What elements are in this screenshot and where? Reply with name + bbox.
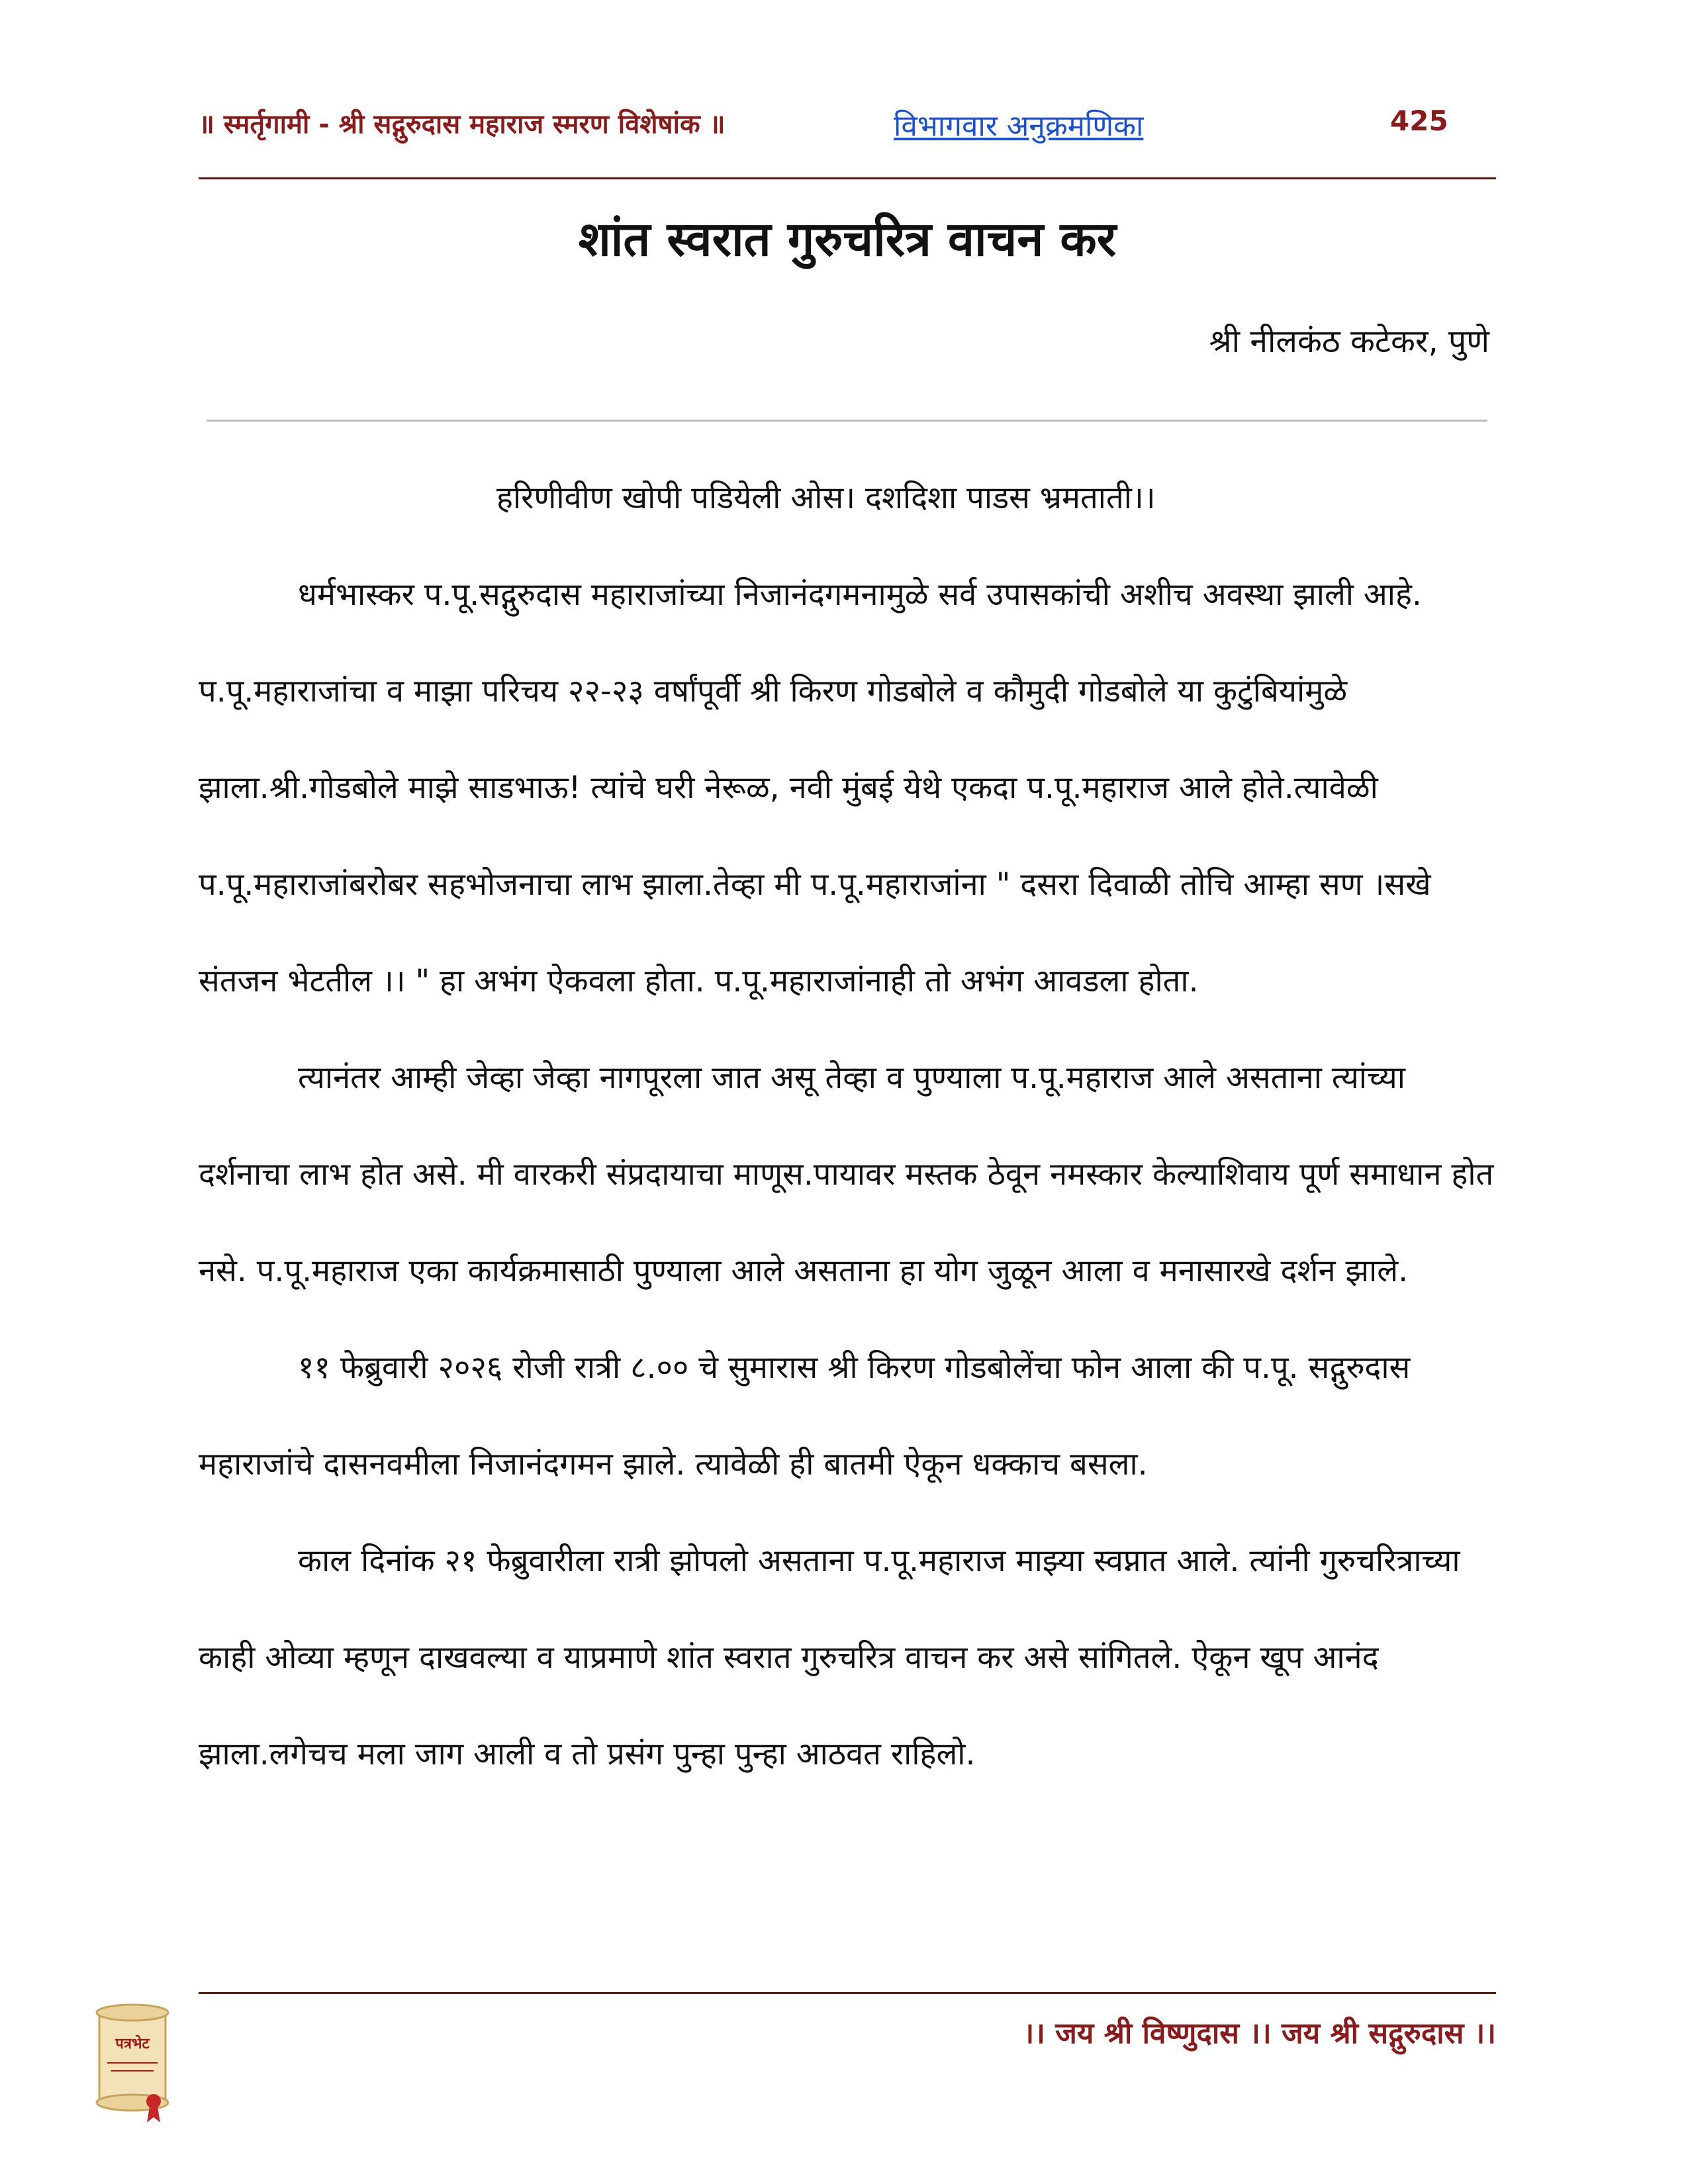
author-divider xyxy=(207,420,1487,422)
paragraph: ११ फेब्रुवारी २०२६ रोजी रात्री ८.०० चे सुमारास श्री किरण गोडबोलेंचा फोन आला की प.पू. सद्गुरुदास महाराजांचे दासनवमीला निजानंदगमन झाले. त्यावेळी ही बातमी ऐकून धक्काच बसला. xyxy=(199,1349,1411,1482)
paragraph: त्यानंतर आम्ही जेव्हा जेव्हा नागपूरला जात असू तेव्हा व पुण्याला प.पू.महाराज आले असताना त्यांच्या दर्शनाचा लाभ होत असे. मी वारकरी संप्रदायाचा माणूस.पायावर मस्तक ठेवून नमस्कार केल्याशिवाय पूर्ण समाधान होत नसे. प.पू.महाराज एका कार्यक्रमासाठी पुण्याला आले असताना हा योग जुळून आला व मनासारखे दर्शन झाले. xyxy=(199,1060,1494,1289)
article-author: श्री नीलकंठ कटेकर, पुणे xyxy=(1209,323,1489,360)
footer-salutation: ।। जय श्री विष्णुदास ।। जय श्री सद्गुरुदास ।। xyxy=(1023,2017,1496,2050)
index-link[interactable]: विभागवार अनुक्रमणिका xyxy=(894,109,1144,143)
article-body xyxy=(199,450,1496,1803)
logo-label: पत्रभेट xyxy=(115,2036,150,2052)
page-header xyxy=(199,99,1496,152)
journal-title: ॥ स्मर्तृगामी - श्री सद्गुरुदास महाराज स्मरण विशेषांक ॥ xyxy=(199,109,726,140)
header-divider xyxy=(199,177,1496,179)
opening-verse: हरिणीवीण खोपी पडियेली ओस। दशदिशा पाडस भ्रमताती।। xyxy=(496,480,1156,516)
footer-divider xyxy=(199,1992,1496,1994)
patrabhet-scroll-icon xyxy=(93,2002,172,2128)
paragraph: काल दिनांक २१ फेब्रुवारीला रात्री झोपलो असताना प.पू.महाराज माझ्या स्वप्नात आले. त्यांनी गुरुचरित्राच्या काही ओव्या म्हणून दाखवल्या व याप्रमाणे शांत स्वरात गुरुचरित्र वाचन कर असे सांगितले. ऐकून खूप आनंद झाला.लगेचच मला जाग आली व तो प्रसंग पुन्हा पुन्हा आठवत राहिलो. xyxy=(199,1543,1460,1772)
article-title: शांत स्वरात गुरुचरित्र वाचन कर xyxy=(578,211,1117,267)
page-number: 425 xyxy=(1390,105,1448,137)
paragraph: धर्मभास्कर प.पू.सद्गुरुदास महाराजांच्या निजानंदगमनामुळे सर्व उपासकांची अशीच अवस्था झाली आहे. प.पू.महाराजांचा व माझा परिचय २२-२३ वर्षांपूर्वी श्री किरण गोडबोले व कौमुदी गोडबोले या कुटुंबियांमुळे झाला.श्री.गोडबोले माझे साडभाऊ! त्यांचे घरी नेरूळ, नवी मुंबई येथे एकदा प.पू.महाराज आले होते.त्यावेळी प.पू.महाराजांबरोबर सहभोजनाचा लाभ झाला.तेव्हा मी प.पू.महाराजांना " दसरा दिवाळी तोचि आम्हा सण ।सखे संतजन भेटतील ।। " हा अभंग ऐकवला होता. प.पू.महाराजांनाही तो अभंग आवडला होता. xyxy=(199,576,1431,999)
